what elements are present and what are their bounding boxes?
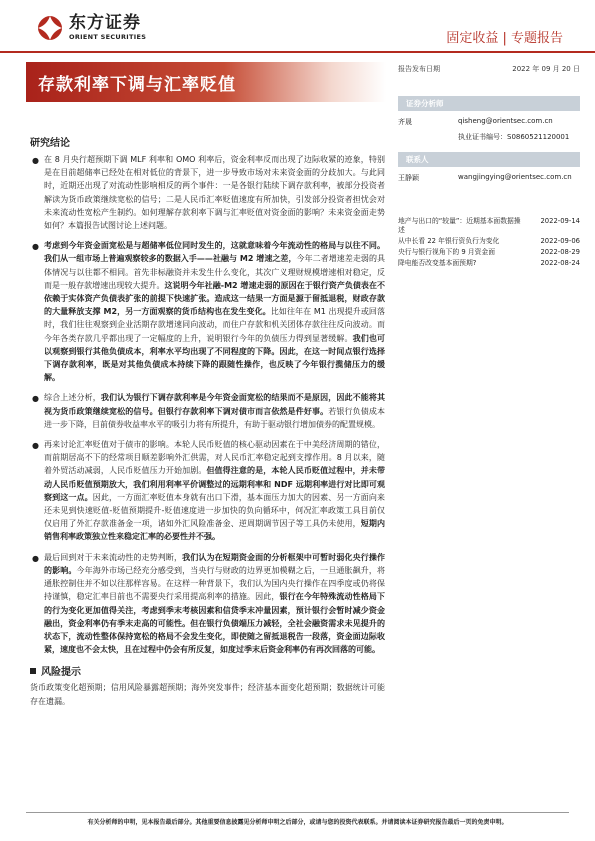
paragraph-list (30, 153, 385, 656)
text-segment: 再来讨论汇率贬值对于债市的影响。本轮人民币贬值的核心驱动因素在于中美经济周期的错位，而前期居高不下的经常项目顺差影响外汇供需，对人民币汇率稳定起到支撑作用。8 月以来，随着外贸活动减弱，人民币贬值压力开始加剧。 (44, 440, 385, 476)
bullet-icon: ● (32, 394, 39, 404)
header-divider (0, 51, 595, 53)
logo-en-text: ORIENT SECURITIES (69, 33, 147, 42)
logo-cn-text: 东方证券 (69, 13, 141, 34)
footer-disclaimer: 有关分析师的申明，见本报告最后部分。其他重要信息披露见分析师申明之后部分，或请与您的投资代表联系。并请阅读本证券研究报告最后一页的免责申明。 (87, 819, 508, 826)
text-segment: 综合上述分析， (44, 393, 101, 403)
related-reports-list (398, 217, 580, 269)
main-content (30, 134, 385, 708)
contact-bar: 联系人 (398, 152, 580, 167)
summary-paragraph (30, 551, 385, 657)
related-report-item[interactable] (398, 248, 580, 257)
contact-name: 王静颖 (398, 174, 419, 182)
report-date-label: 报告发布日期 (398, 65, 440, 73)
bold-text-segment: 这说明今年社融-M2 增速走弱的原因在于银行资产负债表在不依赖于实体资产负债表扩张的前提下快速扩张。造成这一结果一方面是源于留抵退税，财政存款的大量释放支撑 M2，另一方面观察的货币结构也在发生变化。 (44, 280, 385, 317)
bullet-icon: ● (32, 441, 39, 451)
risk-text: 货币政策变化超预期；信用风险暴露超预期；海外突发事件；经济基本面变化超预期；数据统计可能存在遗漏。 (30, 683, 385, 706)
report-date-value: 2022 年 09 月 20 日 (512, 65, 580, 73)
text-segment: 最后回到对于未来流动性的走势判断， (44, 552, 183, 562)
bullet-icon: ● (32, 242, 39, 252)
related-report-title[interactable]: 从中长看 22 年银行资负行为变化 (398, 237, 500, 246)
footer-divider (26, 812, 569, 813)
bold-text-segment: 短期内销售利率政策独立性来稳定汇率的必要性并不强。 (44, 519, 386, 542)
related-report-title[interactable]: 降电能否改变基本面预期? (398, 259, 477, 268)
square-bullet-icon (30, 668, 36, 674)
related-report-date: 2022-08-24 (540, 259, 580, 268)
related-report-date: 2022-09-06 (540, 237, 580, 246)
text-segment: 在 8 月央行超预期下调 MLF 利率和 OMO 利率后，资金利率反而出现了边际收紧的迹象，特别是在目前超储率已经处在相对低位的背景下，进一步导致市场对未来资金面的分歧加大。与此同时，近期还出现了对流动性影响相反的两个事件：一是各银行陆续下调存款利率，被部分投资者解读为货币政策继续宽松的信号；二是人民币汇率贬值速度有所加快，引发部分投资者担忧会对未来流动性宽松产生制约。如何理解存款利率下调与汇率贬值对资金面的影响？未来资金面走势如何？本篇报告试图讨论上述问题。 (44, 155, 385, 231)
risk-heading (30, 663, 385, 678)
report-date-row (398, 64, 580, 74)
summary-paragraph (30, 391, 385, 431)
report-category: 固定收益 | 专题报告 (446, 31, 563, 46)
contact-email[interactable]: wangjingying@orientsec.com.cn (458, 173, 572, 181)
bullet-icon: ● (32, 553, 39, 563)
section-heading: 研究结论 (30, 138, 70, 149)
analyst-cert: 执业证书编号：S0860521120001 (458, 133, 570, 141)
title-banner (26, 62, 386, 102)
related-report-date: 2022-08-29 (540, 248, 580, 257)
company-logo (36, 12, 166, 44)
bold-text-segment: 但值得注意的是，本轮人民币贬值过程中，并未带动人民币贬值预期放大，我们利用利率平价调整过的远期利率和 NDF 远期利率进行对比即可观察到这一点。 (44, 466, 385, 502)
summary-paragraph (30, 153, 385, 232)
analyst-email[interactable]: qisheng@orientsec.com.cn (458, 117, 553, 125)
related-report-date: 2022-09-14 (540, 217, 580, 225)
analyst-info (398, 111, 580, 142)
text-segment: 因此，一方面汇率贬值本身就有出口下滑，基本面压力加大的因素、另一方面向来还未见到快速贬值-贬值预期提升-贬值速度进一步加快的负向循环中，何况汇率政策工具目前仅仅启用了外汇存款准备金一项，诸如外汇风险准备金、逆周期调节因子等工具仍未使用， (44, 492, 385, 529)
text-segment: 若银行负债成本进一步下降，目前债券收益率水平的吸引力将有所提升，有助于驱动银行增加债券的配置规模。 (44, 406, 385, 429)
bullet-icon: ● (32, 156, 39, 165)
summary-paragraph (30, 438, 385, 544)
contact-info (398, 167, 580, 183)
related-report-item[interactable] (398, 237, 580, 246)
related-report-item[interactable] (398, 259, 580, 268)
text-segment: 今年二者增速差走弱的具体情况与以往都不相同。首先非标融资并未发生什么变化，其次广义理财规模增速相对稳定，反而是一般存款增速出现较大提升。 (44, 254, 385, 290)
text-segment: 今年海外市场已经充分感受到，当央行与财政的边界更加模糊之后，一旦通胀飙升，将通胀控制住并不如以往那样容易。在这样一种背景下，我们认为国内央行操作在四季度或仍将保持谨慎，稳定汇率目前也不需要央行采用提高利率的措施。因此， (44, 565, 386, 602)
related-report-title[interactable]: 央行与银行视角下的 9 月资金面 (398, 248, 496, 257)
analyst-bar: 证券分析师 (398, 96, 580, 111)
related-report-item[interactable] (398, 217, 580, 236)
bold-text-segment: 我们认为银行下调存款利率是今年资金面宽松的结果而不是原因，因此不能将其视为货币政策继续宽松的信号。但银行存款利率下调对债市而言依然是件好事。 (44, 393, 386, 416)
summary-paragraph (30, 239, 385, 384)
analyst-name: 齐晟 (398, 118, 412, 126)
bold-text-segment: 我们认为在短期资金面的分析框架中可暂时弱化央行操作的影响。 (44, 552, 386, 575)
logo-mark-icon (36, 14, 64, 42)
bold-text-segment: 银行在今年特殊流动性格局下的行为变化更加值得关注，考虑到季末考核因素和信贷季末冲量因素，预计银行会暂时减少资金融出，资金利率仍有季末走高的可能性。但在银行负债端压力减轻，全社会融资需求未见提升的状态下，流动性整体保持宽松的格局不会发生变化，即使随之留抵退税告一段落，资金面边际收紧，速度也不会太快，且在过程中仍会有所反复，如度过季末后资金利率仍有再次回落的可能。 (44, 592, 386, 655)
risk-heading-label: 风险提示 (41, 667, 81, 679)
bold-text-segment: 我们也可以观察到银行其他负债成本，利率水平均出现了不同程度的下降。因此，在这一时间点银行选择下调存款利率，既是对其他负债成本持续下降的跟随性操作，也反映了今年银行揽储压力的缓解。 (44, 333, 386, 383)
related-report-title[interactable]: 地产与出口的“较量”：近期基本面数据操述 (398, 217, 521, 235)
sidebar (398, 96, 580, 270)
report-title: 存款利率下调与汇率贬值 (38, 75, 236, 95)
text-segment: 比如往年在 M1 出现提升或回落时，我们往往观察到企业活期存款增速同向波动，而住户存款和机关团体存款往往反向波动。而今年各类存款几乎都出现了一定幅度的上升，说明银行今年的负债压力得到显著缓解。 (44, 307, 386, 343)
bold-text-segment: 考虑到今年资金面宽松是与超储率低位同时发生的，这就意味着今年流动性的格局与以往不同。我们从一组市场上普遍观察较多的数据入手——社融与 M2 增速之差， (44, 241, 385, 264)
